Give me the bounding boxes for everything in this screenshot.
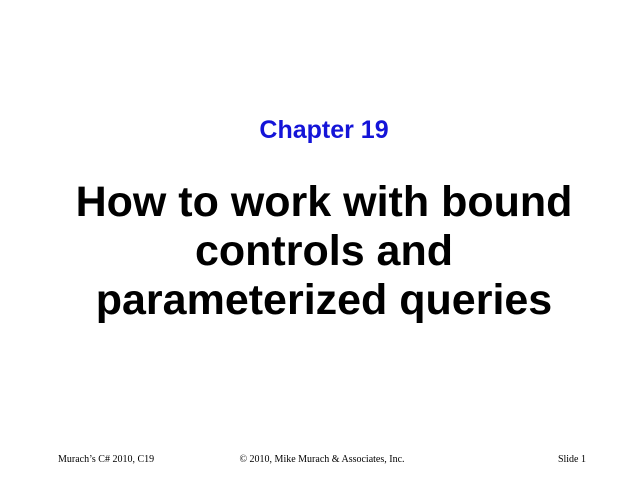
- footer-copyright: © 2010, Mike Murach & Associates, Inc.: [239, 454, 405, 465]
- footer-slide-number: Slide 1: [557, 454, 586, 465]
- title-line: controls and: [194, 227, 454, 275]
- footer-book-reference: Murach’s C# 2010, C19: [58, 454, 155, 465]
- slide-footer: [58, 452, 586, 468]
- slide-title: [0, 178, 640, 325]
- title-line: How to work with bound: [75, 178, 573, 226]
- title-line: parameterized queries: [95, 276, 553, 324]
- chapter-heading: Chapter 19: [259, 116, 389, 144]
